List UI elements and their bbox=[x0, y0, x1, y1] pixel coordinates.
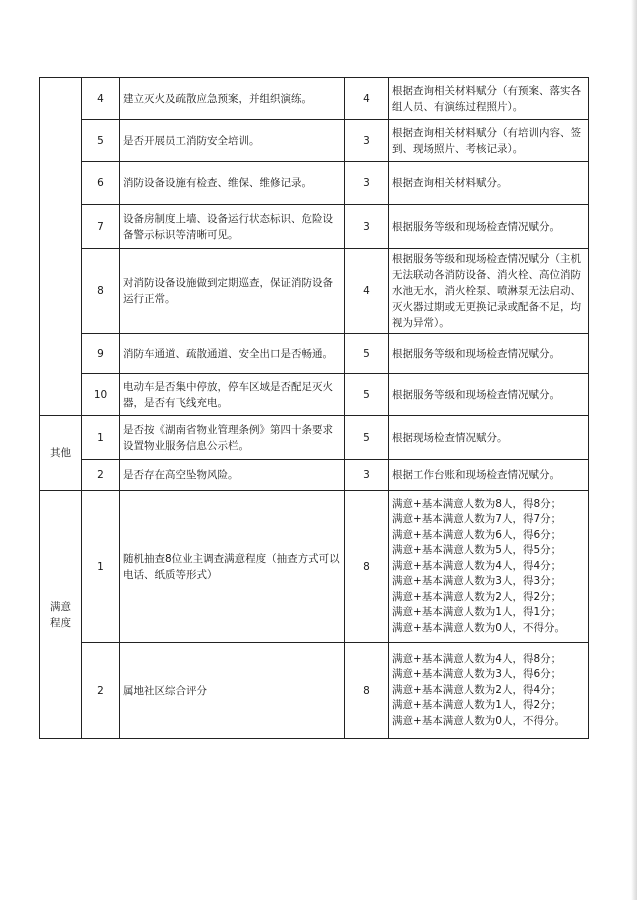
score-rule-line: 满意+基本满意人数为1人，得1分； bbox=[392, 606, 562, 619]
scoring-method: 根据查询相关材料赋分。 bbox=[389, 162, 589, 205]
score-rule-line: 满意+基本满意人数为7人，得7分； bbox=[392, 513, 562, 526]
item-score: 8 bbox=[345, 491, 389, 643]
table-row bbox=[40, 78, 589, 120]
category-cell-satisfaction bbox=[40, 491, 82, 739]
scoring-method: 根据查询相关材料赋分（有培训内容、签到、现场照片、考核记录）。 bbox=[389, 120, 589, 162]
item-description: 是否开展员工消防安全培训。 bbox=[120, 120, 345, 162]
item-number: 2 bbox=[82, 643, 120, 739]
item-score: 3 bbox=[345, 162, 389, 205]
item-description: 对消防设备设施做到定期巡查，保证消防设备运行正常。 bbox=[120, 249, 345, 334]
item-score: 3 bbox=[345, 460, 389, 491]
table-row bbox=[40, 162, 589, 205]
category-cell-other: 其他 bbox=[40, 416, 82, 491]
score-rule-line: 满意+基本满意人数为2人，得4分； bbox=[392, 683, 562, 696]
table-row bbox=[40, 205, 589, 249]
scoring-method bbox=[389, 643, 589, 739]
score-rule-line: 满意+基本满意人数为6人，得6分； bbox=[392, 528, 562, 541]
item-score: 5 bbox=[345, 374, 389, 416]
item-score: 5 bbox=[345, 334, 389, 374]
item-score: 5 bbox=[345, 416, 389, 460]
item-number: 6 bbox=[82, 162, 120, 205]
page-edge-shadow bbox=[631, 0, 637, 900]
scoring-method: 根据工作台账和现场检查情况赋分。 bbox=[389, 460, 589, 491]
table-row bbox=[40, 374, 589, 416]
category-label: 满意程度 bbox=[50, 600, 71, 629]
scoring-method: 根据服务等级和现场检查情况赋分（主机无法联动各消防设备、消火栓、高位消防水池无水，消火栓泵、喷淋泵无法启动、灭火器过期或无更换记录或配备不足，均视为异常）。 bbox=[389, 249, 589, 334]
item-description: 消防车通道、疏散通道、安全出口是否畅通。 bbox=[120, 334, 345, 374]
table-row bbox=[40, 120, 589, 162]
score-rule-line: 满意+基本满意人数为0人，不得分。 bbox=[392, 621, 565, 634]
item-description: 设备房制度上墙、设备运行状态标识、危险设备警示标识等清晰可见。 bbox=[120, 205, 345, 249]
item-description: 消防设备设施有检查、维保、维修记录。 bbox=[120, 162, 345, 205]
item-description: 是否按《湖南省物业管理条例》第四十条要求设置物业服务信息公示栏。 bbox=[120, 416, 345, 460]
score-rule-line: 满意+基本满意人数为1人，得2分； bbox=[392, 699, 562, 712]
item-number: 4 bbox=[82, 78, 120, 120]
table-row bbox=[40, 334, 589, 374]
score-rule-line: 满意+基本满意人数为8人，得8分； bbox=[392, 497, 562, 510]
item-score: 4 bbox=[345, 249, 389, 334]
scoring-method: 根据查询相关材料赋分（有预案、落实各组人员、有演练过程照片）。 bbox=[389, 78, 589, 120]
item-score: 8 bbox=[345, 643, 389, 739]
score-rule-line: 满意+基本满意人数为3人，得6分； bbox=[392, 668, 562, 681]
score-rule-line: 满意+基本满意人数为0人，不得分。 bbox=[392, 714, 565, 727]
table-row bbox=[40, 643, 589, 739]
scoring-method: 根据现场检查情况赋分。 bbox=[389, 416, 589, 460]
item-description: 建立灭火及疏散应急预案，并组织演练。 bbox=[120, 78, 345, 120]
item-score: 3 bbox=[345, 205, 389, 249]
scoring-method: 根据服务等级和现场检查情况赋分。 bbox=[389, 205, 589, 249]
item-score: 4 bbox=[345, 78, 389, 120]
item-description: 电动车是否集中停放，停车区域是否配足灭火器，是否有飞线充电。 bbox=[120, 374, 345, 416]
table-row bbox=[40, 491, 589, 643]
item-score: 3 bbox=[345, 120, 389, 162]
scoring-method: 根据服务等级和现场检查情况赋分。 bbox=[389, 334, 589, 374]
table-row bbox=[40, 249, 589, 334]
item-number: 7 bbox=[82, 205, 120, 249]
scoring-method bbox=[389, 491, 589, 643]
score-rule-line: 满意+基本满意人数为4人，得8分； bbox=[392, 652, 562, 665]
item-description: 随机抽查8位业主调查满意程度（抽查方式可以电话、纸质等形式） bbox=[120, 491, 345, 643]
item-number: 1 bbox=[82, 491, 120, 643]
item-description: 属地社区综合评分 bbox=[120, 643, 345, 739]
item-number: 10 bbox=[82, 374, 120, 416]
item-number: 9 bbox=[82, 334, 120, 374]
score-rule-line: 满意+基本满意人数为4人，得4分； bbox=[392, 559, 562, 572]
score-rule-line: 满意+基本满意人数为5人，得5分； bbox=[392, 544, 562, 557]
table-row bbox=[40, 416, 589, 460]
table-row bbox=[40, 460, 589, 491]
score-rule-line: 满意+基本满意人数为3人，得3分； bbox=[392, 575, 562, 588]
scoring-method: 根据服务等级和现场检查情况赋分。 bbox=[389, 374, 589, 416]
evaluation-table bbox=[39, 77, 589, 739]
item-description: 是否存在高空坠物风险。 bbox=[120, 460, 345, 491]
item-number: 8 bbox=[82, 249, 120, 334]
item-number: 1 bbox=[82, 416, 120, 460]
item-number: 5 bbox=[82, 120, 120, 162]
score-rule-line: 满意+基本满意人数为2人，得2分； bbox=[392, 590, 562, 603]
item-number: 2 bbox=[82, 460, 120, 491]
category-cell-fire-safety bbox=[40, 78, 82, 416]
